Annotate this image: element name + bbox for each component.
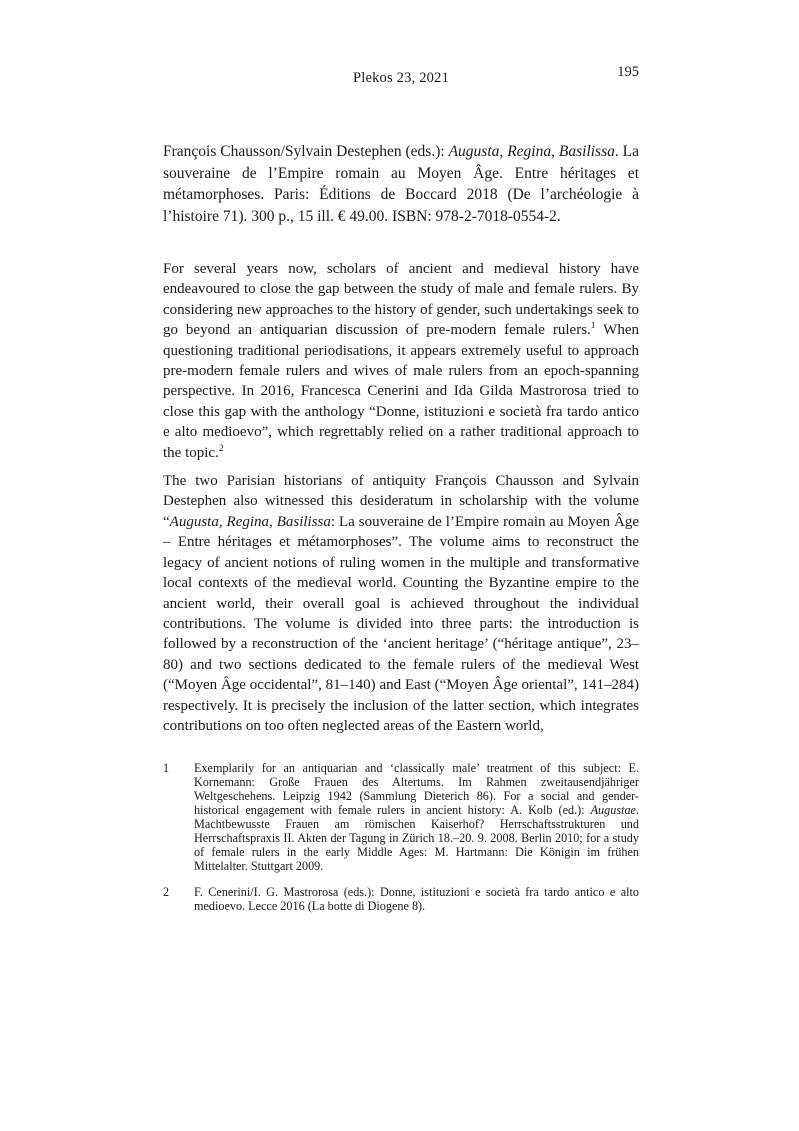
text-segment: Exemplarily for an antiquarian and ‘classically male’ treatment of this subject: E. Kornemann: Große Frauen des Altertums. Im Rahmen zweitausendjähriger Weltgeschehens. Leipzig 1942 (Sammlung Dieterich 86). For a social and gender-historical engagement with female rulers in ancient history: A. Kolb (ed.): (194, 761, 639, 818)
text-segment: François Chausson/Sylvain Destephen (eds.): (163, 143, 449, 160)
footnote-marker: 2 (218, 443, 224, 454)
review-body (163, 259, 639, 736)
text-segment: When questioning traditional periodisations, it appears extremely useful to approach pre-modern female rulers and wives of male rulers from an epoch-spanning perspective. In 2016, Francesca Cenerini and Ida Gilda Mastrorosa tried to close this gap with the anthology “Donne, istituzioni e società fra tardo antico e alto medioevo”, which regrettably relied on a rather traditional approach to the topic. (163, 322, 639, 461)
text-segment: For several years now, scholars of ancient and medieval history have endeavoured to close the gap between the study of male and female rulers. By considering new approaches to the history of gender, such undertakings seek to go beyond an antiquarian discussion of pre-modern female rulers. (163, 261, 639, 339)
text-segment: , (499, 143, 508, 160)
italic-text: Augusta, Regina, Basilissa (169, 513, 331, 530)
text-segment: . La souveraine de l’Empire romain au Moyen Âge. Entre héritages et métamorphoses. Paris: Éditions de Boccard 2018 (De l’archéologie à l’histoire 71). 300 p., 15 ill. € 49.00. ISBN: 978-2-7018-0554-2. (163, 143, 640, 225)
text-segment: : La souveraine de l’Empire romain au Moyen Âge – Entre héritages et métamorphoses”. The volume aims to reconstruct the legacy of ancient notions of ruling women in the multiple and transformative local contexts of the medieval world. Counting the Byzantine empire to the ancient world, their overall goal is achieved throughout the individual contributions. The volume is divided into three parts: the introduction is followed by a reconstruction of the ‘ancient heritage’ (“héritage antique”, 23–80) and two sections dedicated to the female rulers of the medieval West (“Moyen Âge occidental”, 81–140) and East (“Moyen Âge oriental”, 141–284) respectively. It is precisely the inclusion of the latter section, which integrates contributions on too often neglected areas of the Eastern world, (163, 513, 639, 734)
text-segment: F. Cenerini/I. G. Mastrorosa (eds.): Donne, istituzioni e società fra tardo antico e alto medioevo. Lecce 2016 (La botte di Diogene 8). (194, 884, 639, 913)
journal-title: Plekos 23, 2021 (352, 70, 450, 86)
footnote-text (194, 886, 639, 914)
italic-text: Regina (507, 143, 552, 160)
text-segment: The two Parisian historians of antiquity François Chausson and Sylvain Destephen also witnessed this desideratum in scholarship with the volume “ (163, 473, 639, 530)
footnote (163, 762, 639, 873)
footnotes (163, 762, 639, 913)
footnote (163, 886, 639, 914)
footnote-text (194, 762, 639, 873)
page-header (163, 64, 639, 86)
italic-text: Augustae (590, 803, 636, 818)
page-number: 195 (617, 64, 639, 80)
review-heading (163, 141, 639, 227)
italic-text: Augusta (448, 143, 500, 160)
page-content (163, 141, 639, 913)
footnote-number: 1 (163, 761, 170, 776)
review-paragraph (163, 259, 639, 463)
review-paragraph (163, 471, 639, 736)
footnote-marker: 1 (590, 321, 596, 332)
footnote-number: 2 (163, 884, 170, 899)
italic-text: Basilissa (558, 143, 615, 160)
text-segment: . Machtbewusste Frauen am römischen Kaiserhof? Herrschaftsstrukturen und Herrschaftspraxis II. Akten der Tagung in Zürich 18.–20. 9. 2008. Berlin 2010; for a study of female rulers in the early Middle Ages: M. Hartmann: Die Königin im frühen Mittelalter. Stuttgart 2009. (194, 803, 639, 873)
text-segment: , (551, 143, 559, 160)
